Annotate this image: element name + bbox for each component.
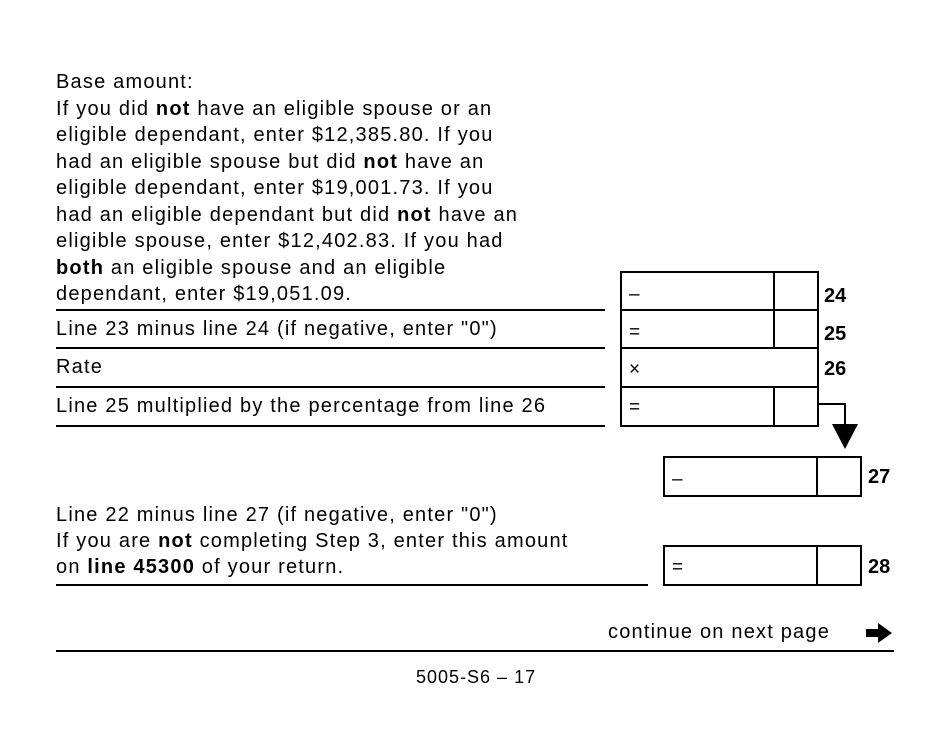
row-label-27: Line 25 multiplied by the percentage from line 26 bbox=[56, 395, 547, 417]
minus-symbol-27: – bbox=[672, 469, 683, 490]
cents-divider-27a bbox=[773, 386, 775, 427]
equals-symbol-27a: = bbox=[629, 397, 641, 418]
continue-next-page-text: continue on next page bbox=[608, 621, 831, 643]
paragraph-line: eligible spouse, enter $12,402.83. If you had bbox=[56, 230, 504, 252]
footer-rule bbox=[56, 650, 894, 652]
equals-symbol-25: = bbox=[629, 322, 641, 343]
times-symbol-26: × bbox=[629, 359, 641, 380]
row-label-26: Rate bbox=[56, 356, 104, 378]
paragraph-line: had an eligible dependant but did not have an bbox=[56, 203, 519, 226]
row-rule-28 bbox=[56, 584, 648, 586]
line-number-25: 25 bbox=[824, 323, 847, 345]
row-rule-26 bbox=[56, 386, 605, 388]
row-label-28-line1: Line 22 minus line 27 (if negative, enter "0") bbox=[56, 504, 498, 526]
page-number: 5005-S6 – 17 bbox=[416, 667, 537, 687]
paragraph-line: eligible dependant, enter $19,001.73. If you bbox=[56, 177, 494, 199]
cents-divider-25 bbox=[773, 309, 775, 349]
amount-field-25[interactable] bbox=[620, 309, 819, 349]
row-rule-27 bbox=[56, 425, 605, 427]
base-amount-heading: Base amount: bbox=[56, 71, 194, 93]
paragraph-line: eligible dependant, enter $12,385.80. If you bbox=[56, 124, 494, 146]
amount-field-27a[interactable] bbox=[620, 386, 819, 427]
line-number-26: 26 bbox=[824, 358, 847, 380]
paragraph-line: had an eligible spouse but did not have an bbox=[56, 150, 485, 173]
amount-field-24[interactable] bbox=[620, 271, 819, 311]
minus-symbol-24: – bbox=[629, 284, 640, 305]
paragraph-line: both an eligible spouse and an eligible bbox=[56, 256, 447, 279]
amount-field-27[interactable] bbox=[663, 456, 862, 497]
line-number-27: 27 bbox=[868, 466, 891, 488]
line-number-28: 28 bbox=[868, 556, 891, 578]
right-arrow-icon bbox=[864, 621, 894, 645]
row-rule-24 bbox=[56, 309, 605, 311]
cents-divider-27 bbox=[816, 456, 818, 497]
row-rule-25 bbox=[56, 347, 605, 349]
line-number-24: 24 bbox=[824, 285, 847, 307]
row-label-28-line2: If you are not completing Step 3, enter this amount bbox=[56, 530, 569, 552]
paragraph-line: dependant, enter $19,051.09. bbox=[56, 283, 353, 305]
paragraph-line: If you did not have an eligible spouse or an bbox=[56, 97, 493, 120]
base-amount-paragraph bbox=[56, 69, 518, 308]
amount-field-28[interactable] bbox=[663, 545, 862, 586]
equals-symbol-28: = bbox=[672, 557, 684, 578]
cents-divider-28 bbox=[816, 545, 818, 586]
cents-divider-24 bbox=[773, 271, 775, 311]
rate-field-26[interactable] bbox=[620, 347, 819, 388]
row-label-28-line3: on line 45300 of your return. bbox=[56, 556, 345, 578]
row-label-25: Line 23 minus line 24 (if negative, enter "0") bbox=[56, 318, 498, 340]
down-arrow-connector bbox=[810, 400, 870, 452]
